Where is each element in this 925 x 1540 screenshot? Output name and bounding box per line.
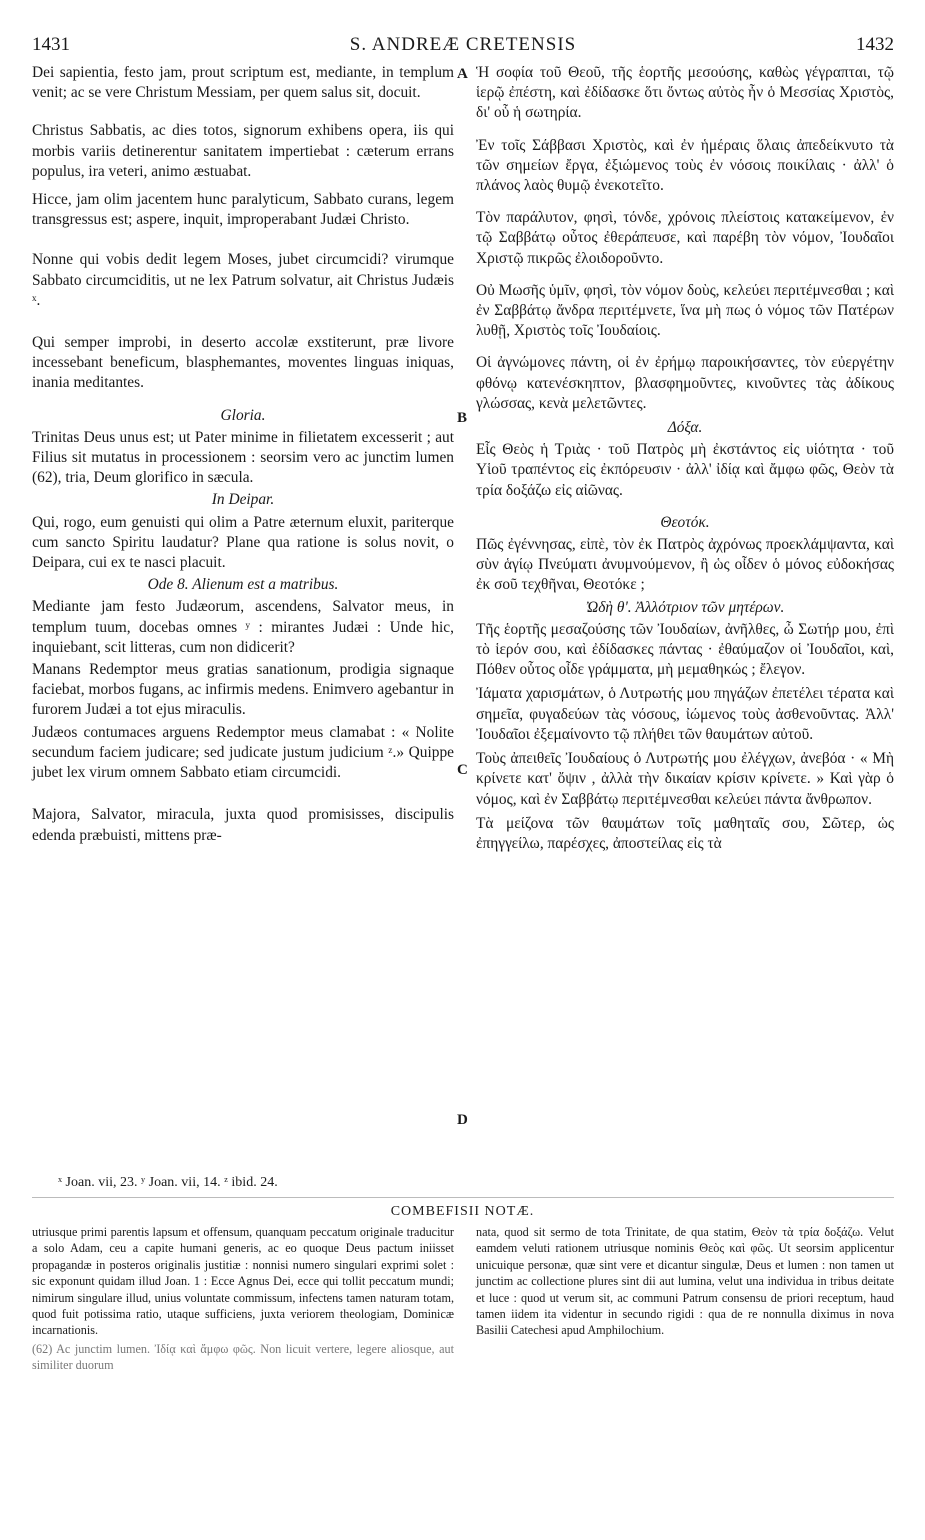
latin-paragraph: Majora, Salvator, miracula, juxta quod promisisses, discipulis edenda præbuisti, mittens præ- [32, 806, 454, 844]
latin-paragraph: Trinitas Deus unus est; ut Pater minime in filietatem excesserit ; aut Filius sit mutatus in processionem : seorsim vero ac junctim lumen (62), tria, Deum glorifico in sæcula. [32, 428, 454, 487]
greek-paragraph: Τὸν παράλυτον, φησὶ, τόνδε, χρόνοις πλείστοις κατακείμενον, ἐν τῷ Σαββάτῳ οὗτος ἐθεράπευσε, καὶ παρέβη τὸν νόμον, Ἰουδαῖοι Χριστῷ πικρῶς ἐλοιδοροῦντο. [476, 209, 894, 267]
greek-paragraph: Τοὺς ἀπειθεῖς Ἰουδαίους ὁ Λυτρωτής μου ἐλέγχων, ἀνεβόα · « Μὴ κρίνετε κατ' ὄψιν , ἀλλὰ τὴν δικαίαν κρίσιν κρίνετε. » Καὶ γὰρ ὁ νόμος, καὶ ἐν Σαββάτῳ περιτέμνεσθαι κελεύει πάντα ἄνθρωπον. [476, 750, 894, 808]
latin-paragraph: Manans Redemptor meus gratias sanationum, prodigia signaque faciebat, morbos fugans, ac infirmis medens. Enimvero agebantur in furorem Judæi a tot ejus miraculis. [32, 661, 454, 719]
greek-paragraph: Πῶς ἐγέννησας, εἰπὲ, τὸν ἐκ Πατρὸς ἀχρόνως προεκλάμψαντα, καὶ σὺν ἁγίῳ Πνεύματι ἀνυμνούμενον, ἢ ὡς οἶδεν ὁ μόνος εὐδοκήσας ἐκ σοῦ τεχθῆναι, Θεοτόκε ; [476, 536, 894, 594]
greek-paragraph: Τῆς ἑορτῆς μεσαζούσης τῶν Ἰουδαίων, ἀνῆλθες, ὦ Σωτήρ μου, ἐπὶ τὸ ἱερόν σου, καὶ ἐδίδασκες πάντας · ἐθαύμαζον οἱ Ἰουδαῖοι, καὶ, Πόθεν οὗτος οἶδε γράμματα, μὴ μεμαθηκώς ; ἔλεγον. [476, 620, 894, 679]
page-number-left: 1431 [32, 34, 70, 55]
latin-paragraph: Dei sapientia, festo jam, prout scriptum est, mediante, in templum venit; ac se vere Christum Messiam, per quem salus sit, docuit. [32, 64, 454, 102]
theotokion-heading: Θεοτόκ. [660, 513, 710, 531]
margin-marker-c: C [457, 762, 468, 778]
running-title: S. ANDREÆ CRETENSIS [349, 34, 577, 55]
scripture-footnotes: ˣ Joan. vii, 23. ʸ Joan. vii, 14. ᶻ ibid. 24. [58, 1175, 278, 1190]
page-header [32, 34, 894, 60]
latin-column [32, 63, 454, 858]
greek-column [476, 63, 894, 866]
divider [32, 1197, 894, 1198]
latin-paragraph: Judæos contumaces arguens Redemptor meus clamabat : « Nolite secundum faciem judicare; sed judicate justum judicium ᶻ.» Quippe jubet lex virum omnem Sabbato etiam circumcidi. [32, 723, 454, 782]
greek-paragraph: Ἰάματα χαρισμάτων, ὁ Λυτρωτής μου πηγάζων ἐπετέλει τέρατα καὶ σημεῖα, φυγαδεύων τὰς νόσους, ἰώμενος τοὺς ἀσθενοῦντας. Ἀλλ' Ἰουδαῖοι ἐξεμαίνοντο τῷ πλήθει τῶν θαυμάτων αὐτοῦ. [476, 685, 894, 743]
latin-paragraph: Qui, rogo, eum genuisti qui olim a Patre æternum eluxit, pariterque cum sancto Spiritu laudatur? Plane qua ratione is solus novit, o Deipara, cui ex te nasci placuit. [32, 513, 454, 572]
greek-paragraph: Ἡ σοφία τοῦ Θεοῦ, τῆς ἑορτῆς μεσούσης, καθὼς γέγραπται, τῷ ἱερῷ ἐπέστη, καὶ ἐδίδασκε ὅτι ὄντως αὐτὸς ἦν ὁ Μεσσίας Χριστὸς, δι' οὗ ἡ σωτηρία. [476, 64, 894, 122]
commentary-paragraph: (62) Ac junctim lumen. Ἰδίᾳ καὶ ἄμφω φῶς. Non licuit vertere, legere aliosque, aut similiter duorum [32, 1341, 454, 1373]
greek-paragraph: Ἐν τοῖς Σάββασι Χριστὸς, καὶ ἐν ἡμέραις ὅλαις ἀπεδείκνυτο τὰ τῶν σημείων ἔργα, ἐξιώμενος τοὺς ἐν νόσοις ποικίλαις · ἀλλ' ὁ πλάνος λαὸς θυμῷ ἐνεκοτεῖτο. [476, 136, 894, 195]
latin-paragraph: Hicce, jam olim jacentem hunc paralyticum, Sabbato curans, legem transgressus est; aspere, inquit, improperabant Judæi Christo. [32, 191, 454, 229]
greek-paragraph: Τὰ μείζονα τῶν θαυμάτων τοῖς μαθηταῖς σου, Σῶτερ, ὡς ἐπηγγείλω, παρέσχες, ἀποστείλας εἰς τὰ [476, 814, 894, 852]
gloria-heading: Gloria. [220, 406, 266, 424]
latin-paragraph: Qui semper improbi, in deserto accolæ exstiterunt, præ livore incessebant beneficum, blasphemantes, moventes linguas iniquas, inania meditantes. [32, 334, 454, 392]
latin-paragraph: Mediante jam festo Judæorum, ascendens, Salvator meus, in templum tuum, docebas omnes ʸ : mirantes Judæi : Unde hic, inquiebant, scit litteras, cum non didicerit? [32, 598, 454, 656]
margin-marker-d: D [457, 1112, 468, 1128]
margin-marker-a: A [457, 66, 468, 82]
ode-heading: Ode 8. Alienum est a matribus. [147, 576, 339, 594]
page-number-right: 1432 [856, 34, 894, 55]
latin-paragraph: Christus Sabbatis, ac dies totos, signorum exhibens opera, iis qui morbis variis detinerentur sanitatem impertiebat : cæterum errans populus, ira veteri, animo æstuabat. [32, 122, 454, 180]
commentary-paragraph: utriusque primi parentis lapsum et offensum, quanquam peccatum originale traducitur a solo Adam, ceu a capite humani generis, ac eo quoque Deus pactum iniisset propagandæ in posteros originalis justitiæ : nonnisi numero singulari exprimi solet : sic exponunt quidam illud Joan. 1 : Ecce Agnus Dei, ecce qui tollit peccatum mundi; nimirum singulare illud, unius voluntate commissum, infectens tamen naturam totam, quod fuit potissima ratio, utaque sufficiens, juxta veriorem theologiam, Dominicæ incarnationis. [32, 1225, 454, 1338]
greek-paragraph: Οἱ ἀγνώμονες πάντη, οἱ ἐν ἐρήμῳ παροικήσαντες, τὸν εὐεργέτην φθόνῳ κατενέσκηπτον, βλασφημοῦντες, κινοῦντες τὰς ἀδίκους γλώσσας, κενὰ μελετῶντες. [476, 354, 894, 412]
doxa-heading: Δόξα. [667, 419, 703, 437]
margin-marker-b: B [457, 410, 468, 426]
commentary-left-column [32, 1224, 454, 1376]
greek-paragraph: Οὐ Μωσῆς ὑμῖν, φησὶ, τὸν νόμον δοὺς, κελεύει περιτέμνεσθαι ; καὶ ἐν Σαββάτῳ ἄνδρα περιτέμνετε, ἵνα μὴ πως ὁ νόμος τῶν Πατέρων λυθῇ, Χριστὸς τοῖς Ἰουδαίοις. [476, 281, 894, 340]
commentary-paragraph: nata, quod sit sermo de tota Trinitate, de qua statim, Θεὸν τὰ τρία δοξάζω. Velut eamdem veluti rationem utriusque nominis Θεὸς καὶ φῶς. Ut seorsim applicentur unicuique personæ, quæ sint vere et dicantur singulæ, Deus et lumen : non tamen ut junctim ac collectione plures sint dii aut lumina, velut una individua in tribus deitate et luce : quod ut verum sit, ac communi Patrum consensu de priori receptum, haud tamen iidem ita videntur in secundo rigidi : qua de re nonnulla diximus in nova Basilii Catechesi apud Amphilochium. [476, 1225, 894, 1338]
greek-paragraph: Εἷς Θεὸς ἡ Τριὰς · τοῦ Πατρὸς μὴ ἐκστάντος εἰς υἱότητα · τοῦ Υἱοῦ τραπέντος εἰς ἐκπόρευσιν · ἀλλ' ἰδίᾳ καὶ ἄμφω φῶς, Θεὸν τὰ τρία δοξάζω εἰς αἰῶνας. [476, 441, 894, 499]
deipar-heading: In Deipar. [211, 491, 275, 509]
latin-paragraph: Nonne qui vobis dedit legem Moses, jubet circumcidi? virumque Sabbato circumciditis, ut ne lex Patrum solvatur, ait Christus Judæis ˣ. [32, 251, 454, 309]
greek-ode-heading: Ὠδὴ θ'. Ἀλλότριον τῶν μητέρων. [585, 598, 785, 616]
commentary-right-column [476, 1224, 894, 1341]
commentary-title: COMBEFISII NOTÆ. [390, 1204, 535, 1219]
